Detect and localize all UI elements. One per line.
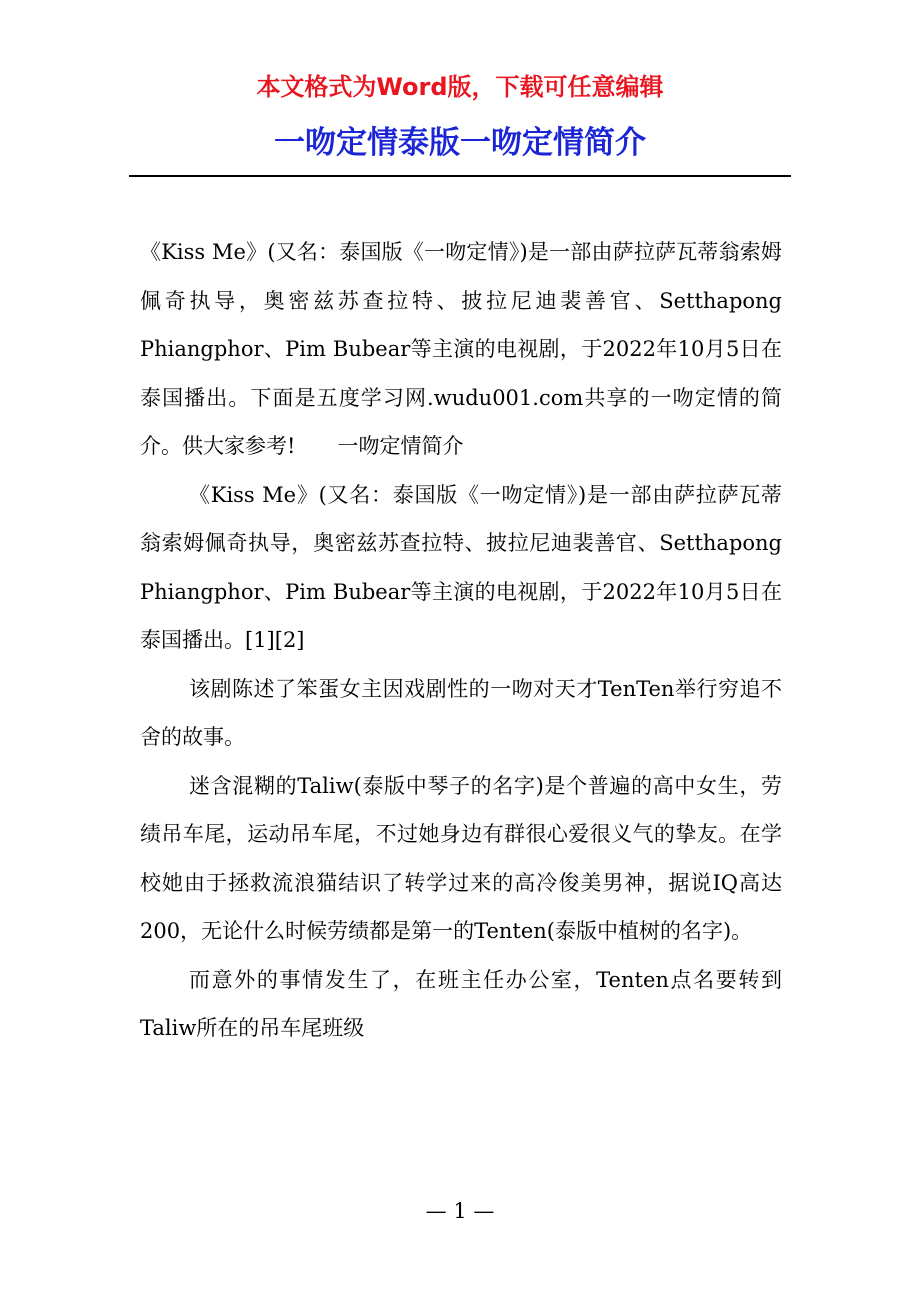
format-notice: 本文格式为Word版，下载可任意编辑 (256, 73, 664, 101)
paragraph-summary: 《Kiss Me》(又名：泰国版《一吻定情》)是一部由萨拉萨瓦蒂翁索姆佩奇执导，奥密兹苏查拉特、披拉尼迪裴善官、Setthapong Phiangphor、Pim Bubear等主演的电视剧，于2022年10月5日在泰国播出。[1][2] (140, 482, 782, 652)
paragraph-plot: 该剧陈述了笨蛋女主因戏剧性的一吻对天才TenTen举行穷追不舍的故事。 (140, 676, 782, 749)
paragraph-intro: 《Kiss Me》(又名：泰国版《一吻定情》)是一部由萨拉萨瓦蒂翁索姆佩奇执导，奥密兹苏查拉特、披拉尼迪裴善官、Setthapong Phiangphor、Pim Bubear等主演的电视剧，于2022年10月5日在泰国播出。下面是五度学习网.wudu001.com共享的一吻定情的简介。供大家参考! 一吻定情简介 (140, 240, 782, 458)
paragraph-characters: 迷含混糊的Taliw(泰版中琴子的名字)是个普遍的高中女生，劳绩吊车尾，运动吊车尾，不过她身边有群很心爱很义气的挚友。在学校她由于拯救流浪猫结识了转学过来的高冷俊美男神，据说IQ高达200，无论什么时候劳绩都是第一的Tenten(泰版中植树的名字)。 (140, 773, 782, 943)
article-body (140, 228, 782, 1053)
title-divider (129, 175, 791, 177)
page-title: 一吻定情泰版一吻定情简介 (274, 125, 646, 161)
page-number: — 1 — (425, 1199, 495, 1223)
paragraph-event: 而意外的事情发生了，在班主任办公室，Tenten点名要转到Taliw所在的吊车尾班级 (140, 967, 782, 1040)
